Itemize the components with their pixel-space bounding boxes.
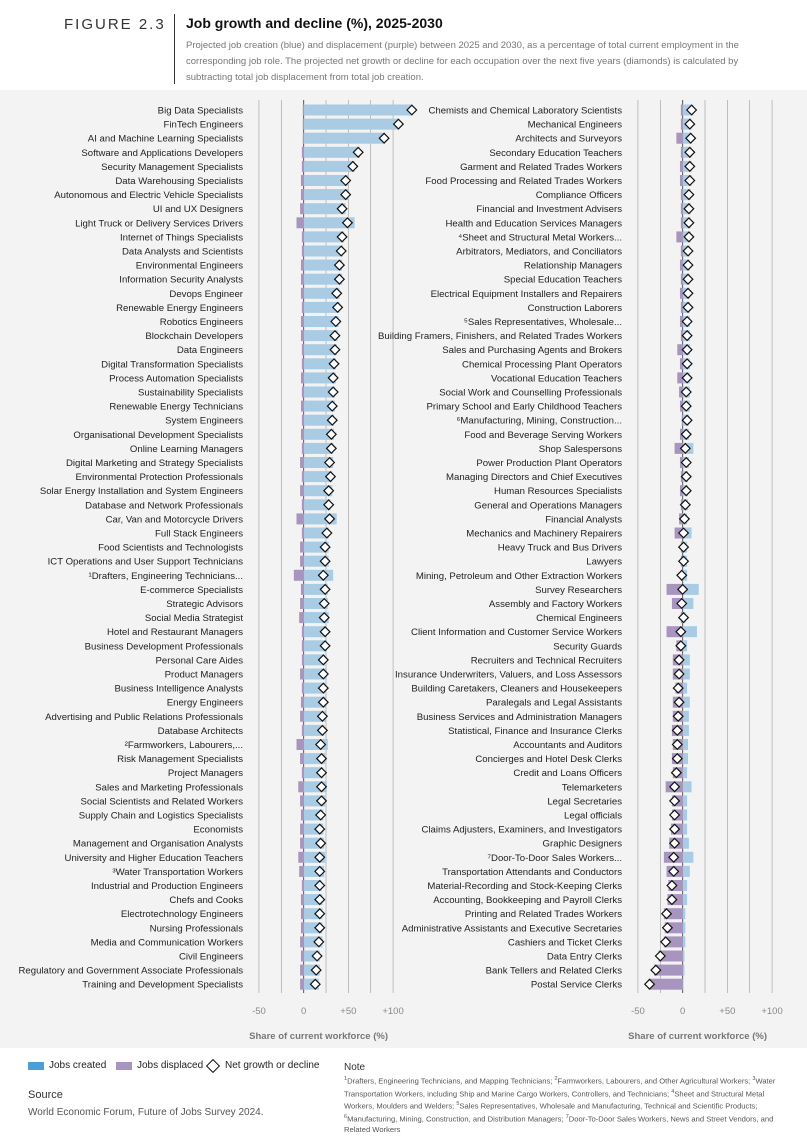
category-label: Survey Researchers <box>535 584 622 596</box>
bar-displaced <box>303 105 304 116</box>
category-label: Security Management Specialists <box>101 161 243 173</box>
bar-displaced <box>681 189 683 200</box>
note-item: Door-To-Door Sales Workers, News and Street Vendors, and Related Workers <box>344 1114 774 1134</box>
category-label: Personal Care Aides <box>155 655 243 667</box>
category-label: Printing and Related Trades Workers <box>464 909 622 921</box>
legend-net <box>206 1060 320 1071</box>
bar-displaced <box>300 795 304 806</box>
note-item: Sheet and Structural Metal Workers, Moulders and Welders; <box>344 1089 765 1111</box>
bar-displaced <box>299 612 303 623</box>
bar-created <box>683 894 687 905</box>
category-label: Sales and Purchasing Agents and Brokers <box>442 345 622 357</box>
bar-displaced <box>681 105 683 116</box>
category-label: Health and Education Services Managers <box>445 218 622 230</box>
source-text: World Economic Forum, Future of Jobs Survey 2024. <box>28 1107 264 1118</box>
bar-displaced <box>302 246 304 257</box>
bar-displaced <box>300 542 304 553</box>
category-label: Heavy Truck and Bus Drivers <box>497 542 622 554</box>
category-label: Transportation Attendants and Conductors <box>442 866 622 878</box>
category-label: Process Automation Specialists <box>109 373 243 385</box>
category-label: Concierges and Hotel Desk Clerks <box>475 754 622 766</box>
category-label: Building Framers, Finishers, and Related Trades Workers <box>377 331 622 343</box>
category-label: Strategic Advisors <box>166 599 243 610</box>
bar-displaced <box>681 147 683 158</box>
bar-displaced <box>302 767 304 778</box>
category-label: Social Work and Counselling Professionals <box>439 387 622 399</box>
diamond-icon <box>206 1058 220 1072</box>
category-label: AI and Machine Learning Specialists <box>87 133 243 145</box>
bar-created <box>304 161 355 172</box>
category-label: ⁶Manufacturing, Mining, Construction... <box>456 415 622 427</box>
category-label: Regulatory and Government Associate Professionals <box>18 965 243 977</box>
category-label: Graphic Designers <box>542 838 622 850</box>
bar-displaced <box>680 288 683 299</box>
x-tick-label: 0 <box>300 1006 307 1017</box>
bar-displaced <box>302 640 304 651</box>
category-label: Telemarketers <box>561 782 622 794</box>
category-label: Legal Secretaries <box>547 796 622 808</box>
category-label: Building Caretakers, Cleaners and Housekeepers <box>411 683 622 695</box>
bar-displaced <box>296 513 303 524</box>
bar-created <box>683 725 689 736</box>
figure-label: FIGURE 2.3 <box>64 16 166 33</box>
category-label: Financial Analysts <box>545 514 622 526</box>
bar-created <box>683 880 687 891</box>
bar-displaced <box>302 880 304 891</box>
category-label: Information Security Analysts <box>119 274 243 286</box>
note-mark: 7 <box>565 1114 569 1121</box>
category-label: Product Managers <box>164 669 243 681</box>
bar-displaced <box>676 231 682 242</box>
bar-created <box>683 824 687 835</box>
category-label: Data Warehousing Specialists <box>115 176 243 187</box>
category-label: Assembly and Factory Workers <box>488 599 622 610</box>
bar-displaced <box>301 894 304 905</box>
category-label: Electrical Equipment Installers and Repairers <box>430 288 622 300</box>
chart-title: Job growth and decline (%), 2025-2030 <box>186 15 443 31</box>
category-label: Managing Directors and Chief Executives <box>446 472 622 484</box>
category-label: FinTech Engineers <box>163 119 243 131</box>
bar-created <box>683 866 690 877</box>
bar-displaced <box>301 951 304 962</box>
category-label: Accountants and Auditors <box>513 740 622 751</box>
bar-displaced <box>301 260 304 271</box>
chart-subtitle: Projected job creation (blue) and displacement (purple) between 2025 and 2030, as a percentage of total current employment in the corresponding job role. The projected net growth or decline for each occupation over the next five years (diamonds) is calculated by subtracting total job displacement from total job creation. <box>186 40 739 83</box>
x-tick-label: -50 <box>631 1006 645 1017</box>
category-label: Electrotechnology Engineers <box>120 909 243 921</box>
x-tick-label: +100 <box>382 1006 404 1017</box>
bar-created <box>683 908 686 919</box>
category-label: Digital Transformation Specialists <box>101 359 243 371</box>
bar-displaced <box>681 203 683 214</box>
category-label: Digital Marketing and Strategy Specialists <box>65 458 243 469</box>
category-label: Business Services and Administration Managers <box>416 711 622 723</box>
bar-created <box>304 133 385 144</box>
legend-displaced <box>116 1060 203 1071</box>
bar-displaced <box>300 824 304 835</box>
bar-displaced <box>302 147 304 158</box>
x-axis-label: Share of current workforce (%) <box>249 1031 388 1042</box>
note-mark: 5 <box>456 1101 460 1108</box>
category-label: Big Data Specialists <box>157 105 243 117</box>
category-label: Software and Applications Developers <box>81 147 243 159</box>
category-label: General and Operations Managers <box>474 500 622 512</box>
bar-created <box>683 979 684 990</box>
category-label: Recruiters and Technical Recruiters <box>470 655 622 667</box>
category-label: Legal officials <box>564 810 622 822</box>
bar-displaced <box>298 852 303 863</box>
category-label: Business Development Professionals <box>84 641 243 653</box>
category-label: Special Education Teachers <box>503 274 622 286</box>
category-label: Architects and Surveyors <box>515 133 622 145</box>
category-label: Food Processing and Related Trades Workers <box>425 176 622 187</box>
category-label: E-commerce Specialists <box>140 584 243 596</box>
category-label: Food and Beverage Serving Workers <box>464 429 622 441</box>
category-label: Blockchain Developers <box>145 331 243 343</box>
bar-created <box>304 147 360 158</box>
category-label: Shop Salespersons <box>538 443 622 455</box>
category-label: Economists <box>193 824 243 836</box>
category-label: Civil Engineers <box>179 951 243 963</box>
x-tick-label: +50 <box>719 1006 736 1017</box>
bar-displaced <box>302 528 304 539</box>
category-label: Business Intelligence Analysts <box>114 683 243 695</box>
x-tick-label: +100 <box>761 1006 783 1017</box>
bar-displaced <box>301 922 304 933</box>
category-label: UI and UX Designers <box>152 204 243 216</box>
note-text <box>344 1074 784 1135</box>
category-label: University and Higher Education Teachers <box>64 852 243 864</box>
category-label: Client Information and Customer Service Workers <box>411 627 622 639</box>
bar-created <box>683 965 685 976</box>
x-tick-label: -50 <box>252 1006 266 1017</box>
bar-displaced <box>302 499 304 510</box>
category-label: Sustainability Specialists <box>137 387 243 399</box>
category-label: Renewable Energy Engineers <box>116 302 243 314</box>
bar-created <box>683 739 688 750</box>
bar-created <box>683 810 687 821</box>
category-label: Full Stack Engineers <box>155 528 243 540</box>
bar-displaced <box>301 401 304 412</box>
category-label: System Engineers <box>165 415 243 427</box>
category-label: Industrial and Production Engineers <box>91 881 243 892</box>
bar-created <box>683 838 689 849</box>
category-label: Relationship Managers <box>523 260 622 272</box>
category-label: Environmental Protection Professionals <box>75 472 243 484</box>
bar-displaced <box>300 711 304 722</box>
category-label: ³Water Transportation Workers <box>112 866 243 878</box>
bar-displaced <box>301 697 304 708</box>
bar-displaced <box>301 429 304 440</box>
bar-created <box>683 936 686 947</box>
category-label: Credit and Loans Officers <box>513 768 622 780</box>
bar-displaced <box>300 457 304 468</box>
bar-displaced <box>301 908 304 919</box>
category-label: Construction Laborers <box>527 302 622 314</box>
category-label: Accounting, Bookkeeping and Payroll Clerks <box>433 895 622 907</box>
category-label: ¹Drafters, Engineering Technicians... <box>88 570 243 582</box>
category-label: Environmental Engineers <box>135 260 243 272</box>
category-label: Energy Engineers <box>166 697 243 709</box>
bar-displaced <box>301 330 304 341</box>
category-label: Chefs and Cooks <box>169 895 243 907</box>
category-label: Advertising and Public Relations Professionals <box>45 711 243 723</box>
bar-created <box>683 922 686 933</box>
note-mark: 2 <box>554 1076 558 1082</box>
bar-displaced <box>301 372 304 383</box>
x-axis-label: Share of current workforce (%) <box>628 1031 767 1042</box>
category-label: Robotics Engineers <box>159 317 243 328</box>
category-label: Nursing Professionals <box>149 923 243 935</box>
category-label: Mechanical Engineers <box>527 119 622 131</box>
category-label: Claims Adjusters, Examiners, and Investigators <box>421 824 622 836</box>
bar-displaced <box>302 302 304 313</box>
bar-displaced <box>302 415 304 426</box>
chart-area <box>0 90 807 1048</box>
bar-displaced <box>302 626 304 637</box>
bar-displaced <box>299 866 303 877</box>
bar-created <box>304 105 413 116</box>
bar-displaced <box>302 443 304 454</box>
bar-created <box>683 753 688 764</box>
bar-displaced <box>296 217 303 228</box>
bar-displaced <box>303 133 304 144</box>
bar-displaced <box>301 288 304 299</box>
category-label: Devops Engineer <box>169 288 243 300</box>
category-label: Database and Network Professionals <box>85 500 243 512</box>
bar-displaced <box>302 358 304 369</box>
x-tick-label: +50 <box>340 1006 357 1017</box>
category-label: Media and Communication Workers <box>90 937 243 949</box>
bar-displaced <box>300 203 304 214</box>
category-label: Garment and Related Trades Workers <box>460 161 622 173</box>
category-label: Primary School and Early Childhood Teachers <box>426 401 622 413</box>
category-label: Material-Recording and Stock-Keeping Clerks <box>427 881 622 892</box>
category-label: Administrative Assistants and Executive Secretaries <box>401 923 622 935</box>
category-label: Data Engineers <box>176 345 243 357</box>
note-item: Water Transportation Workers, including Ship and Marine Cargo Workers, Controllers, and Technicians; <box>344 1076 776 1099</box>
note-mark: 4 <box>671 1088 675 1095</box>
bar-displaced <box>300 979 304 990</box>
bar-displaced <box>302 654 304 665</box>
legend-displaced-swatch <box>116 1062 132 1070</box>
category-label: Light Truck or Delivery Services Drivers <box>75 218 243 230</box>
note-item: Drafters, Engineering Technicians, and Mapping Technicians; <box>347 1076 555 1086</box>
category-label: Social Media Strategist <box>144 613 243 625</box>
category-label: Training and Development Specialists <box>82 979 243 991</box>
bar-displaced <box>296 739 303 750</box>
category-label: Mining, Petroleum and Other Extraction Workers <box>415 570 622 582</box>
bar-displaced <box>680 161 683 172</box>
category-label: Cashiers and Ticket Clerks <box>507 937 622 949</box>
note-item: Sales Representatives, Wholesale and Manufacturing, Technical and Scientific Products; <box>459 1102 758 1111</box>
category-label: Statistical, Finance and Insurance Clerks <box>448 725 622 737</box>
category-label: Organisational Development Specialists <box>73 429 243 441</box>
category-label: Sales and Marketing Professionals <box>95 782 243 794</box>
category-label: Solar Energy Installation and System Engineers <box>39 486 243 498</box>
bar-created <box>683 781 692 792</box>
category-label: Financial and Investment Advisers <box>476 204 622 216</box>
bar-displaced <box>680 175 683 186</box>
bar-displaced <box>302 387 304 398</box>
figure-header <box>0 0 807 90</box>
category-label: Online Learning Managers <box>129 443 243 455</box>
category-label: Data Entry Clerks <box>546 951 622 963</box>
note-item: Manufacturing, Mining, Construction, and Distribution Managers; <box>347 1114 566 1124</box>
header-divider <box>174 14 175 84</box>
category-label: Internet of Things Specialists <box>119 232 243 244</box>
category-label: ⁷Door-To-Door Sales Workers... <box>487 852 622 864</box>
bar-created <box>683 951 685 962</box>
category-label: Vocational Education Teachers <box>490 373 622 385</box>
chart-panel-2 <box>378 100 783 1042</box>
legend-created <box>28 1060 106 1071</box>
category-label: Database Architects <box>157 725 243 737</box>
category-label: Mechanics and Machinery Repairers <box>466 528 622 540</box>
bar-displaced <box>301 175 304 186</box>
bar-created <box>683 852 694 863</box>
category-label: ²Farmworkers, Labourers,... <box>124 740 243 751</box>
bar-displaced <box>301 584 304 595</box>
bar-displaced <box>302 161 304 172</box>
bar-displaced <box>300 485 304 496</box>
category-label: Bank Tellers and Related Clerks <box>485 965 622 977</box>
category-label: Car, Van and Motorcycle Drivers <box>105 514 243 526</box>
note-mark: 1 <box>344 1076 348 1082</box>
category-label: Chemical Processing Plant Operators <box>462 359 622 371</box>
category-label: Human Resources Specialists <box>494 486 622 498</box>
legend <box>28 1058 348 1078</box>
bar-displaced <box>300 669 304 680</box>
note-item: Farmworkers, Labourers, and Other Agricultural Workers; <box>557 1076 753 1086</box>
category-label: ⁵Sales Representatives, Wholesale... <box>463 317 622 328</box>
category-label: Project Managers <box>167 768 243 780</box>
bar-displaced <box>303 119 304 130</box>
category-label: Social Scientists and Related Workers <box>80 796 243 808</box>
bar-displaced <box>302 231 304 242</box>
bar-displaced <box>300 753 304 764</box>
category-label: Arbitrators, Mediators, and Conciliators <box>456 246 622 258</box>
bar-displaced <box>300 556 304 567</box>
category-label: Chemical Engineers <box>536 613 622 625</box>
category-label: Compliance Officers <box>535 190 622 202</box>
bar-displaced <box>681 217 683 228</box>
legend-created-swatch <box>28 1062 44 1070</box>
note-mark: 3 <box>752 1076 756 1082</box>
bar-displaced <box>300 838 304 849</box>
bar-created <box>683 795 687 806</box>
category-label: Risk Management Specialists <box>117 754 243 766</box>
legend-net-label: Net growth or decline <box>225 1060 320 1071</box>
category-label: Postal Service Clerks <box>530 979 622 991</box>
category-label: Renewable Energy Technicians <box>109 401 243 413</box>
bar-created <box>683 767 687 778</box>
category-label: Lawyers <box>586 556 622 568</box>
x-tick-label: 0 <box>679 1006 686 1017</box>
category-label: Supply Chain and Logistics Specialists <box>78 810 243 822</box>
category-label: Food Scientists and Technologists <box>98 542 243 554</box>
chart-panel-1 <box>18 100 416 1042</box>
category-label: Security Guards <box>553 641 622 653</box>
category-label: Power Production Plant Operators <box>476 458 622 469</box>
category-label: ⁴Sheet and Structural Metal Workers... <box>458 232 622 244</box>
legend-displaced-label: Jobs displaced <box>137 1060 204 1071</box>
bar-created <box>304 119 400 130</box>
category-label: Paralegals and Legal Assistants <box>486 697 622 709</box>
category-label: Management and Organisation Analysts <box>72 838 243 850</box>
bar-displaced <box>302 725 304 736</box>
note-mark: 6 <box>344 1114 348 1121</box>
bar-displaced <box>301 274 304 285</box>
bar-displaced <box>300 936 304 947</box>
bar-displaced <box>680 260 683 271</box>
category-label: Chemists and Chemical Laboratory Scientists <box>428 105 622 117</box>
bar-displaced <box>301 810 304 821</box>
bar-displaced <box>298 781 303 792</box>
bar-displaced <box>302 344 304 355</box>
bar-displaced <box>300 598 304 609</box>
category-label: Data Analysts and Scientists <box>121 246 243 258</box>
category-label: Hotel and Restaurant Managers <box>107 627 243 639</box>
legend-created-label: Jobs created <box>49 1060 107 1071</box>
note-label: Note <box>344 1062 366 1073</box>
bar-displaced <box>302 683 304 694</box>
category-label: Autonomous and Electric Vehicle Specialists <box>54 190 243 202</box>
source-label: Source <box>28 1089 63 1101</box>
bar-displaced <box>300 965 304 976</box>
category-label: Insurance Underwriters, Valuers, and Loss Assessors <box>395 669 622 681</box>
bar-displaced <box>676 133 682 144</box>
bar-displaced <box>302 471 304 482</box>
bar-displaced <box>294 570 304 581</box>
category-label: Secondary Education Teachers <box>489 147 622 159</box>
category-label: ICT Operations and User Support Technicians <box>47 556 243 568</box>
bar-displaced <box>301 189 304 200</box>
bar-displaced <box>301 316 304 327</box>
bar-displaced <box>681 119 683 130</box>
